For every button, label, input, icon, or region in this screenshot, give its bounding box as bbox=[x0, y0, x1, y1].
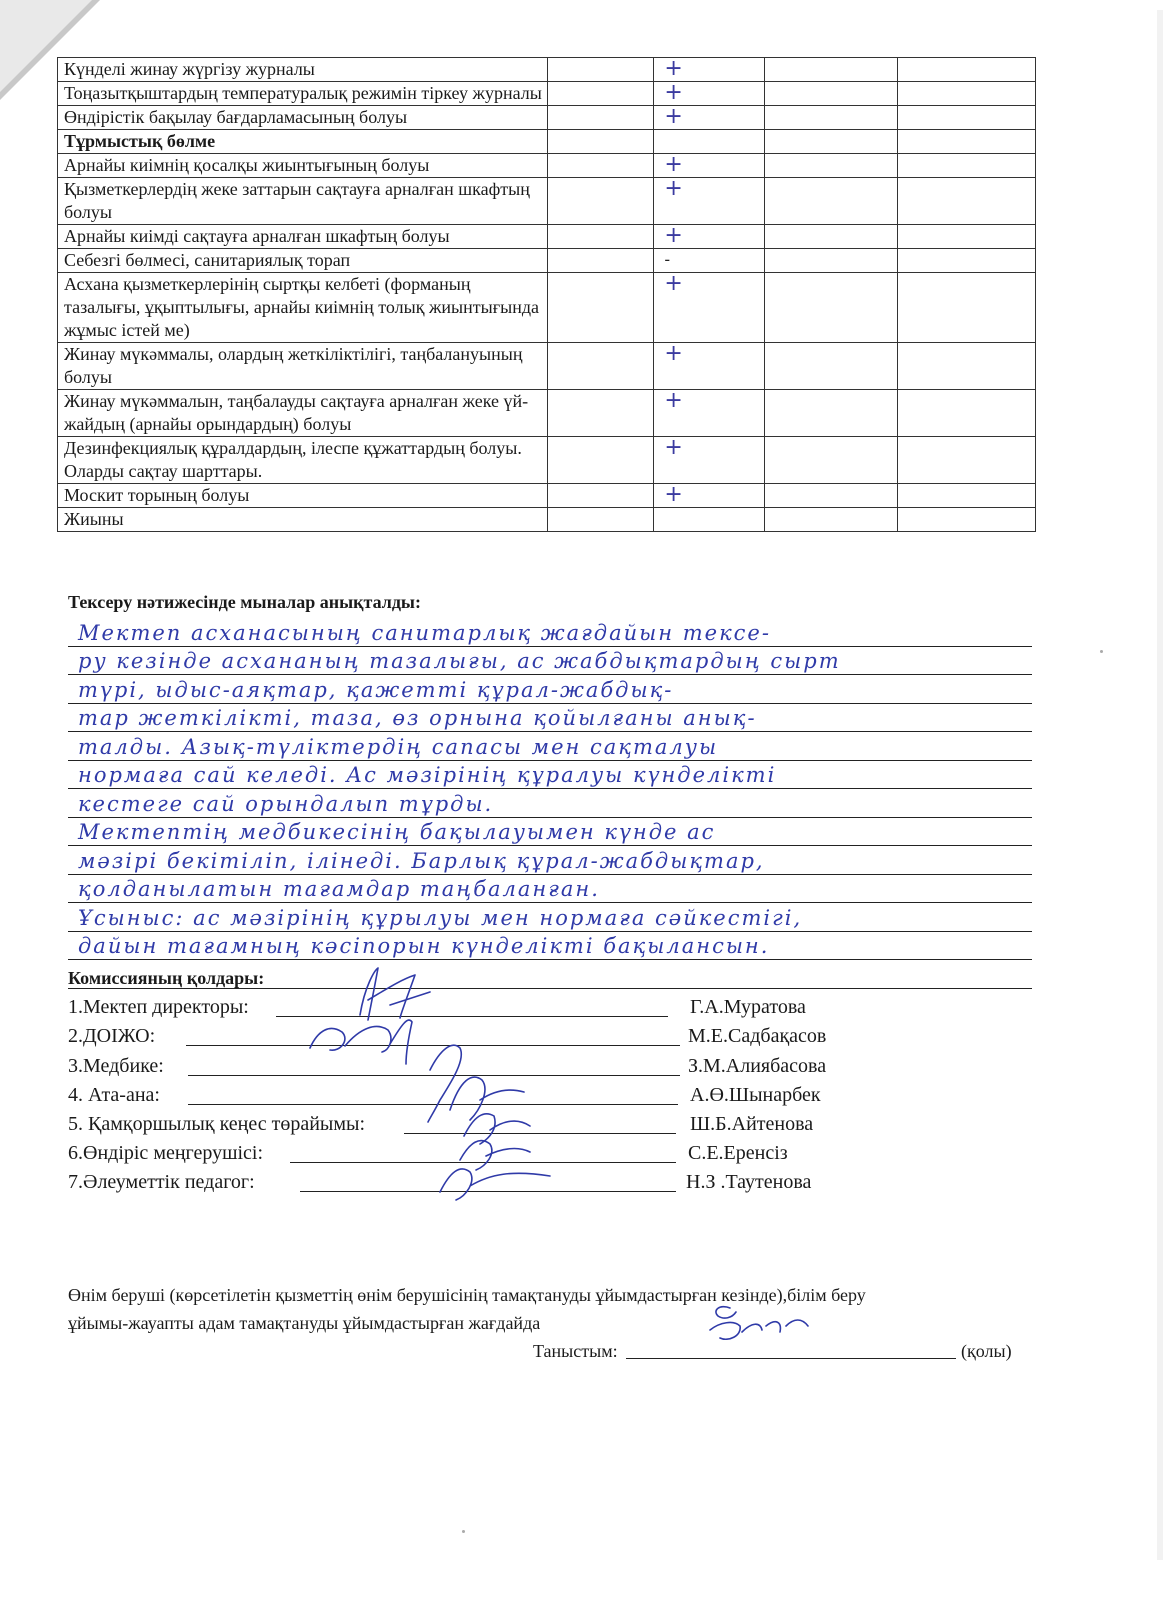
signature-role: 2.ДОІЖО: bbox=[68, 1025, 156, 1047]
table-row bbox=[58, 508, 1036, 532]
findings-line-text: кестеге сай орындалып тұрды. bbox=[78, 791, 494, 816]
compliance-mark bbox=[654, 508, 764, 532]
empty-cell bbox=[897, 130, 1035, 154]
empty-cell bbox=[547, 343, 654, 390]
findings-line bbox=[68, 875, 1032, 904]
table-row bbox=[58, 225, 1036, 249]
empty-cell bbox=[764, 390, 897, 437]
signature-name: З.М.Алиябасова bbox=[688, 1055, 827, 1077]
signature-name: Г.А.Муратова bbox=[690, 996, 806, 1018]
findings-line-text: қолданылатын тағамдар таңбаланған. bbox=[78, 877, 600, 901]
empty-cell bbox=[547, 484, 654, 508]
signature-role: 6.Өндіріс меңгерушісі: bbox=[68, 1142, 264, 1164]
criterion-label: Арнайы киімді сақтауға арналған шкафтың болуы bbox=[58, 225, 548, 249]
findings-title: Тексеру нәтижесінде мыналар анықталды: bbox=[68, 592, 421, 612]
signature-role: 3.Медбике: bbox=[68, 1055, 164, 1077]
table-row bbox=[58, 484, 1036, 508]
empty-cell bbox=[897, 484, 1035, 508]
criterion-label: Себезгі бөлмесі, санитариялық торап bbox=[58, 249, 548, 273]
compliance-mark: + bbox=[654, 58, 764, 82]
findings-line bbox=[68, 846, 1032, 875]
empty-cell bbox=[764, 249, 897, 273]
empty-cell bbox=[547, 225, 654, 249]
signature-role: 7.Әлеуметтік педагог: bbox=[68, 1171, 255, 1193]
table-row bbox=[58, 106, 1036, 130]
sign-note: (қолы) bbox=[961, 1341, 1012, 1361]
empty-cell bbox=[897, 273, 1035, 343]
compliance-mark: + bbox=[654, 343, 764, 390]
compliance-mark: + bbox=[654, 82, 764, 106]
empty-cell bbox=[547, 82, 654, 106]
criterion-label: Тұрмыстық бөлме bbox=[58, 130, 548, 154]
ack-label: Таныстым: bbox=[533, 1341, 618, 1361]
compliance-mark: + bbox=[654, 484, 764, 508]
empty-cell bbox=[764, 225, 897, 249]
empty-cell bbox=[547, 154, 654, 178]
ack-signature-line bbox=[626, 1358, 956, 1359]
empty-cell bbox=[897, 225, 1035, 249]
compliance-mark: + bbox=[654, 273, 764, 343]
criterion-label: Дезинфекциялық құралдардың, ілеспе құжаттардың болуы. Оларды сақтау шарттары. bbox=[58, 437, 548, 484]
empty-cell bbox=[547, 130, 654, 154]
criterion-label: Қызметкерлердің жеке заттарын сақтауға арналған шкафтың болуы bbox=[58, 178, 548, 225]
compliance-mark bbox=[654, 130, 764, 154]
table-row bbox=[58, 390, 1036, 437]
compliance-mark: + bbox=[654, 225, 764, 249]
empty-cell bbox=[897, 106, 1035, 130]
findings-line bbox=[68, 732, 1032, 761]
compliance-mark: + bbox=[654, 178, 764, 225]
scan-speck bbox=[462, 1530, 465, 1533]
empty-cell bbox=[547, 178, 654, 225]
empty-cell bbox=[897, 390, 1035, 437]
empty-cell bbox=[764, 82, 897, 106]
empty-cell bbox=[897, 178, 1035, 225]
findings-line-text: ру кезінде асхананың тазалығы, ас жабдықтардың сырт bbox=[78, 649, 841, 673]
signature-name: А.Ө.Шынарбек bbox=[690, 1084, 821, 1106]
findings-line bbox=[68, 932, 1032, 961]
ack-signature bbox=[690, 1296, 830, 1356]
empty-cell bbox=[547, 273, 654, 343]
findings-line-text: талды. Азық-түліктердің сапасы мен сақталуы bbox=[78, 734, 719, 759]
criterion-label: Асхана қызметкерлерінің сыртқы келбеті (форманың тазалығы, ұқыптылығы, арнайы киімнің толық жиынтығында жұмыс істей ме) bbox=[58, 273, 548, 343]
empty-cell bbox=[897, 82, 1035, 106]
table-section-row bbox=[58, 130, 1036, 154]
footer-statement: Өнім беруші (көрсетілетін қызметтің өнім берушісінің тамақтануды ұйымдастырған кезінде),білім беру bbox=[68, 1285, 866, 1305]
signature-role: 5. Қамқоршылық кеңес төрайымы: bbox=[68, 1113, 366, 1135]
scan-edge bbox=[1157, 10, 1163, 1560]
findings-line bbox=[68, 647, 1032, 676]
empty-cell bbox=[897, 508, 1035, 532]
signature-name: Ш.Б.Айтенова bbox=[690, 1113, 814, 1135]
criterion-label: Жиыны bbox=[58, 508, 548, 532]
empty-cell bbox=[764, 484, 897, 508]
empty-cell bbox=[764, 58, 897, 82]
empty-cell bbox=[547, 58, 654, 82]
handwritten-signatures bbox=[290, 960, 720, 1220]
table-row bbox=[58, 154, 1036, 178]
scan-speck bbox=[1100, 650, 1103, 653]
empty-cell bbox=[547, 249, 654, 273]
table-row bbox=[58, 437, 1036, 484]
empty-cell bbox=[764, 154, 897, 178]
empty-cell bbox=[547, 106, 654, 130]
table-row bbox=[58, 343, 1036, 390]
findings-line bbox=[68, 761, 1032, 790]
signature-name: М.Е.Садбақасов bbox=[688, 1025, 827, 1047]
footer-statement-cont: ұйымы-жауапты адам тамақтануды ұйымдастырған жағдайда bbox=[68, 1313, 541, 1333]
empty-cell bbox=[897, 58, 1035, 82]
findings-line-text: нормаға сай келеді. Ас мәзірінің құралуы күнделікті bbox=[78, 763, 777, 787]
compliance-mark: + bbox=[654, 437, 764, 484]
empty-cell bbox=[897, 343, 1035, 390]
criterion-label: Жинау мүкәммалы, олардың жеткіліктілігі, таңбалануының болуы bbox=[58, 343, 548, 390]
criterion-label: Өндірістік бақылау бағдарламасының болуы bbox=[58, 106, 548, 130]
signature-name: Н.З .Таутенова bbox=[686, 1171, 812, 1193]
findings-line-text: Ұсыныс: ас мәзірінің құрылуы мен нормаға сәйкестігі, bbox=[78, 905, 803, 930]
inspection-checklist-table bbox=[57, 57, 1036, 532]
empty-cell bbox=[547, 437, 654, 484]
empty-cell bbox=[897, 249, 1035, 273]
compliance-mark: - bbox=[654, 249, 764, 273]
criterion-label: Күнделі жинау жүргізу журналы bbox=[58, 58, 548, 82]
empty-cell bbox=[764, 437, 897, 484]
empty-cell bbox=[764, 106, 897, 130]
empty-cell bbox=[547, 508, 654, 532]
table-row bbox=[58, 58, 1036, 82]
findings-line-text: тар жеткілікті, таза, өз орнына қойылғаны анық- bbox=[78, 706, 757, 730]
table-row bbox=[58, 273, 1036, 343]
findings-line-text: түрі, ыдыс-аяқтар, қажетті құрал-жабдық- bbox=[78, 677, 674, 702]
empty-cell bbox=[764, 130, 897, 154]
findings-line bbox=[68, 675, 1032, 704]
criterion-label: Тоңазытқыштардың температуралық режимін тіркеу журналы bbox=[58, 82, 548, 106]
findings-line bbox=[68, 704, 1032, 733]
findings-handwritten-lines bbox=[68, 618, 1032, 989]
empty-cell bbox=[764, 178, 897, 225]
empty-cell bbox=[764, 508, 897, 532]
findings-line-text: Мектептің медбикесінің бақылауымен күнде ас bbox=[78, 820, 716, 844]
findings-line-text: дайын тағамның кәсіпорын күнделікті бақылансын. bbox=[78, 934, 770, 958]
empty-cell bbox=[897, 437, 1035, 484]
empty-cell bbox=[547, 390, 654, 437]
table-row bbox=[58, 178, 1036, 225]
findings-line bbox=[68, 818, 1032, 847]
criterion-label: Москит торының болуы bbox=[58, 484, 548, 508]
criterion-label: Жинау мүкәммалын, таңбалауды сақтауға арналған жеке үй-жайдың (арнайы орындардың) болуы bbox=[58, 390, 548, 437]
findings-line-text: мәзірі бекітіліп, ілінеді. Барлық құрал-жабдықтар, bbox=[78, 848, 765, 873]
signature-role: 4. Ата-ана: bbox=[68, 1084, 160, 1106]
table-row bbox=[58, 249, 1036, 273]
empty-cell bbox=[764, 273, 897, 343]
findings-line bbox=[68, 618, 1032, 647]
table-row bbox=[58, 82, 1036, 106]
compliance-mark: + bbox=[654, 106, 764, 130]
findings-line bbox=[68, 789, 1032, 818]
findings-line bbox=[68, 903, 1032, 932]
empty-cell bbox=[764, 343, 897, 390]
signatures-title: Комиссияның қолдары: bbox=[68, 968, 265, 988]
compliance-mark: + bbox=[654, 154, 764, 178]
criterion-label: Арнайы киімнің қосалқы жиынтығының болуы bbox=[58, 154, 548, 178]
compliance-mark: + bbox=[654, 390, 764, 437]
signature-name: С.Е.Еренсіз bbox=[688, 1142, 788, 1164]
findings-line-text: Мектеп асханасының санитарлық жағдайын тексе- bbox=[78, 620, 771, 645]
empty-cell bbox=[897, 154, 1035, 178]
signature-role: 1.Мектеп директоры: bbox=[68, 996, 249, 1018]
